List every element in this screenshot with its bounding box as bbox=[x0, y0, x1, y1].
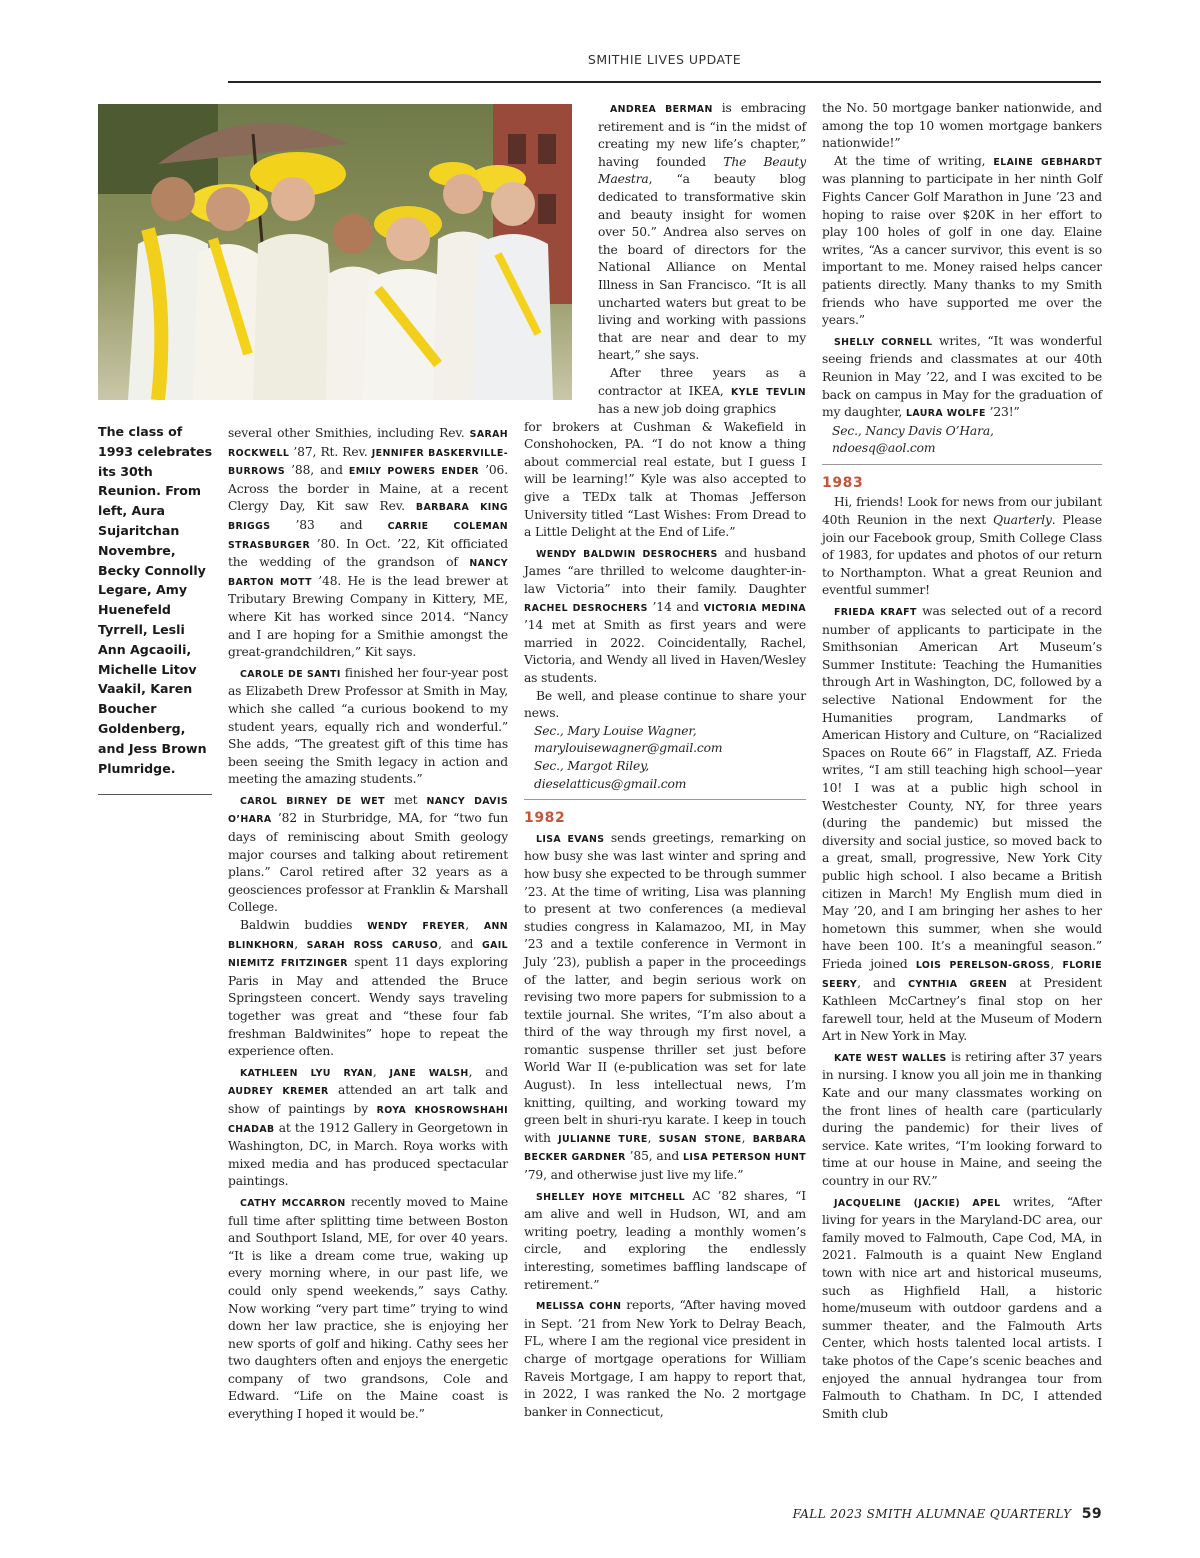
paragraph: for brokers at Cushman & Wakefield in Conshohocken, PA. “I do not know a thing about commercial real estate, but I guess I will be learning!” Kyle was also accepted to give a TEDx talk at Thomas Jefferson University titled “Last Wishes: From Dread to a Little Delight at the End of Life.” bbox=[524, 419, 806, 540]
running-header: SMITHIE LIVES UPDATE bbox=[587, 52, 742, 67]
paragraph: LISA EVANS sends greetings, remarking on how busy she was last winter and spring and how busy she expected to be through summer ’23. At the time of writing, Lisa was planning to present at two conferences (a medieval studies congress in Kalamazoo, MI, in May ’23 and a textile conference in Vermont in July ’23), publish a paper in the proceedings of the latter, and begin serious work on revising two more papers for submission to a textile journal. She writes, “I’m also about a third of the way through my first novel, a romantic suspense thriller set just before World War II (e-publication was set for late August). In less intellectual news, I’m knitting, quilting, and working toward my green belt in shuri-ryu karate. I keep in touch with JULIANNE TURE, SUSAN STONE, BARBARA BECKER GARDNER ’85, and LISA PETERSON HUNT ’79, and otherwise just live my life.” bbox=[524, 830, 807, 1183]
secretary-line: Sec., Margot Riley, bbox=[534, 758, 650, 773]
paragraph: WENDY BALDWIN DESROCHERS and husband James “are thrilled to welcome daughter-in-law Victoria” into their family. Daughter RACHEL DESROCHERS ’14 and VICTORIA MEDINA ’14 met at Smith as first years and were married in 2022. Coincidentally, Rachel, Victoria, and Wendy all lived in Haven/Wesley as students. bbox=[524, 545, 807, 685]
publication-name: SMITH ALUMNAE QUARTERLY bbox=[866, 1507, 1072, 1521]
paragraph: After three years as a contractor at IKEA, KYLE TEVLIN has a new job doing graphics bbox=[598, 365, 806, 417]
paragraph: CATHY MCCARRON recently moved to Maine full time after splitting time between Boston and Southport Island, ME, for over 40 years. “It is like a dream come true, waking up every morning where, in our past life, we could only spend weekends,” says Cathy. Now working “very part time” trying to wind down her law practice, she is enjoying her new sports of golf and hiking. Cathy sees her two daughters often and enjoys the energetic company of two grandsons, Cole and Edward. “Life on the Maine coast is everything I hoped it would be.” bbox=[228, 1194, 508, 1422]
year-rule bbox=[524, 799, 806, 800]
paragraph: Baldwin buddies WENDY FREYER, ANN BLINKHORN, SARAH ROSS CARUSO, and GAIL NIEMITZ FRITZINGER spent 11 days exploring Paris in May and attended the Bruce Springsteen concert. Wendy says traveling together was great and “these four fab freshman Baldwinites” hope to repeat the experience often. bbox=[228, 918, 508, 1059]
header-rule bbox=[228, 81, 1101, 83]
page-number: 59 bbox=[1081, 1506, 1102, 1522]
page-footer bbox=[793, 1506, 1102, 1522]
column-1 bbox=[228, 425, 508, 1424]
caption-rule bbox=[98, 794, 212, 795]
paragraph: CAROLE DE SANTI finished her four-year post as Elizabeth Drew Professor at Smith in May, which she called “a curious bookend to my student years, equally rich and wonderful.” She adds, “The greatest gift of this time has been seeing the Smith legacy in action and meeting the amazing students.” bbox=[228, 665, 508, 787]
paragraph: SHELLEY HOYE MITCHELL AC ’82 shares, “I am alive and well in Hudson, WI, and am writing poetry, leading a monthly women’s circle, and exploring the endlessly interesting, sometimes baffling landscape of retirement.” bbox=[524, 1188, 806, 1292]
secretary-line: Sec., Mary Louise Wagner, bbox=[534, 723, 697, 738]
paragraph: Be well, and please continue to share your news. bbox=[524, 688, 806, 721]
paragraph: FRIEDA KRAFT was selected out of a record number of applicants to participate in the Smithsonian American Art Museum’s Summer Institute: Teaching the Humanities through Art in Washington, DC, followed by a selective National Endowment for the Humanities program, Landmarks of American History and Culture, on “Racialized Spaces on Route 66” in Flagstaff, AZ. Frieda writes, “I am still teaching high school—year 10! I was at a public high school in Westchester County, NY, for three years (during the pandemic) but missed the diversity and social justice, so moved back to a great, small, progressive, New York City public high school. I also became a British citizen in March! My English mum died in May ’20, and I am bringing her ashes to her hometown this summer, when she would have been 100. It’s a meaningful season.” Frieda joined LOIS PERELSON-GROSS, FLORIE SEERY, and CYNTHIA GREEN at President Kathleen McCartney’s final stop on her farewell tour, held at the Museum of Modern Art in New York in May. bbox=[822, 604, 1102, 1044]
paragraph: JACQUELINE (JACKIE) APEL writes, “After living for years in the Maryland-DC area, our family moved to Falmouth, Cape Cod, MA, in 2021. Falmouth is a quaint New England town with nice art and historical museums, such as Highfield Hall, a historic home/museum with outdoor gardens and a summer theater, and the Falmouth Arts Center, which hosts talented local artists. I take photos of the Cape’s scenic beaches and enjoyed the annual hydrangea tour from Falmouth to Chatham. In DC, I attended Smith club bbox=[822, 1194, 1103, 1421]
paragraph: MELISSA COHN reports, “After having moved in Sept. ’21 from New York to Delray Beach, FL, where I am the regional vice president in charge of mortgage operations for William Raveis Mortgage, I am happy to report that, in 2022, I was ranked the No. 2 mortgage banker in Connecticut, bbox=[524, 1298, 806, 1419]
paragraph: At the time of writing, ELAINE GEBHARDT was planning to participate in her ninth Golf Fights Cancer Golf Marathon in June ’23 and hoping to raise over $20K in her effort to play 100 holes of golf in one day. Elaine writes, “As a cancer survivor, this event is so important to me. Money raised helps cancer patients directly. Many thanks to my Smith friends who have supported me over the years.” bbox=[822, 153, 1102, 328]
paragraph: Hi, friends! Look for news from our jubilant 40th Reunion in the next Quarterly. Please join our Facebook group, Smith College Class of 1983, for updates and photos of our return to Northampton. What a great Reunion and eventful summer! bbox=[822, 495, 1102, 598]
year-heading-1983: 1983 bbox=[822, 474, 864, 491]
secretary-email: marylouisewagner@gmail.com bbox=[534, 741, 723, 756]
secretary-email: dieselatticus@gmail.com bbox=[534, 776, 687, 791]
paragraph: several other Smithies, including Rev. SARAH ROCKWELL ’87, Rt. Rev. JENNIFER BASKERVILLE-BURROWS ’88, and EMILY POWERS ENDER ’06. Across the border in Maine, at a recent Clergy Day, Kit saw Rev. BARBARA KING BRIGGS ’83 and CARRIE COLEMAN STRASBURGER ’80. In Oct. ’22, Kit officiated the wedding of the grandson of NANCY BARTON MOTT ’48. He is the lead brewer at Tributary Brewing Company in Kittery, ME, where Kit has worked since 2014. “Nancy and I are hoping for a Smithie amongst the great-grandchildren,” Kit says. bbox=[228, 426, 509, 660]
paragraph: SHELLY CORNELL writes, “It was wonderful seeing friends and classmates at our 40th Reunion in May ’22, and I was excited to be back on campus in May for the graduation of my daughter, LAURA WOLFE ’23!” bbox=[822, 333, 1103, 420]
paragraph: CAROL BIRNEY DE WET met NANCY DAVIS O’HARA ’82 in Sturbridge, MA, for “two fun days of reminiscing about Smith geology major courses and talking about retirement plans.” Carol retired after 32 years as a geosciences professor at Franklin & Marshall College. bbox=[228, 792, 508, 915]
paragraph: KATE WEST WALLES is retiring after 37 years in nursing. I know you all join me in thanking Kate and our many classmates working on the front lines of health care (particularly during the pandemic) for their lives of service. Kate writes, “I’m looking forward to time at our house in Maine, and seeing the country in our RV.” bbox=[822, 1049, 1102, 1189]
column-3 bbox=[822, 100, 1102, 1423]
paragraph: ANDREA BERMAN is embracing retirement and is “in the midst of creating my new life’s chapter,” having founded The Beauty Maestra, “a beauty blog dedicated to transformative skin and beauty insight for women over 50.” Andrea also serves on the board of directors for the National Alliance on Mental Illness in San Francisco. “It is all uncharted waters but great to be living and working with passions that are near and dear to my heart,” she says. bbox=[598, 101, 807, 363]
issue-date: FALL 2023 bbox=[792, 1507, 863, 1521]
secretary-email: ndoesq@aol.com bbox=[832, 441, 936, 456]
year-rule bbox=[822, 464, 1102, 465]
photo-caption: The class of 1993 celebrates its 30th Reunion. From left, Aura Sujaritchan Novembre, Becky Connolly Legare, Amy Huenefeld Tyrrell, Lesli Ann Agcaoili, Michelle Litov Vaakil, Karen Boucher Goldenberg, and Jess Brown Plumridge. bbox=[98, 424, 213, 776]
paragraph: the No. 50 mortgage banker nationwide, and among the top 10 women mortgage bankers nationwide!” bbox=[822, 101, 1102, 151]
paragraph: KATHLEEN LYU RYAN, JANE WALSH, and AUDREY KREMER attended an art talk and show of paintings by ROYA KHOSROWSHAHI CHADAB at the 1912 Gallery in Georgetown in Washington, DC, in March. Roya works with mixed media and has produced spectacular paintings. bbox=[228, 1064, 508, 1189]
column-2 bbox=[524, 100, 806, 1421]
secretary-line: Sec., Nancy Davis O’Hara, bbox=[832, 423, 994, 438]
reunion-photo bbox=[98, 104, 572, 400]
year-heading-1982: 1982 bbox=[524, 810, 566, 827]
